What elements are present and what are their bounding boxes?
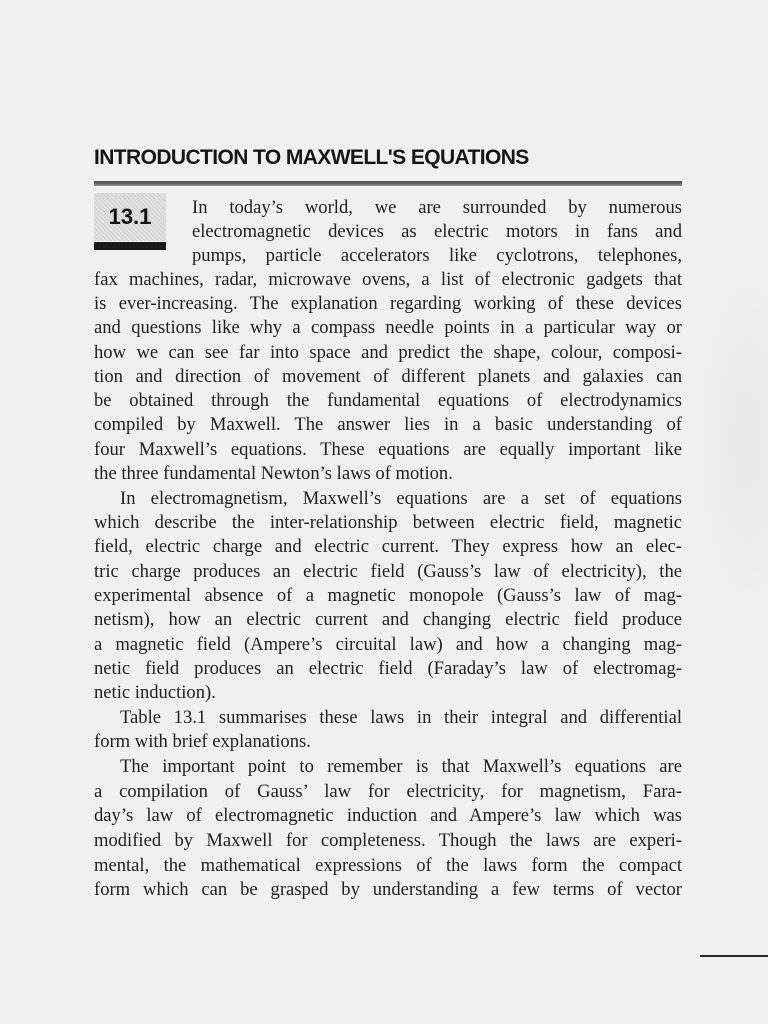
text-line: compiled by Maxwell. The answer lies in a basic understanding of	[94, 414, 682, 435]
text-line: how we can see far into space and predict the shape, colour, composi-	[94, 342, 682, 363]
text-line: In today’s world, we are surrounded by numerous	[192, 197, 682, 218]
text-line: mental, the mathematical expressions of the laws form the compact	[94, 855, 682, 876]
text-line: form which can be grasped by understanding a few terms of vector	[94, 879, 682, 900]
heading-rule	[94, 181, 682, 186]
text-line: fax machines, radar, microwave ovens, a list of electronic gadgets that	[94, 269, 682, 290]
text-line: modified by Maxwell for completeness. Though the laws are experi-	[94, 830, 682, 851]
text-line: four Maxwell’s equations. These equations are equally important like	[94, 439, 682, 460]
text-line: which describe the inter-relationship between electric field, magnetic	[94, 512, 682, 533]
section-number-badge: 13.1	[94, 193, 166, 241]
text-line: be obtained through the fundamental equations of electrodynamics	[94, 390, 682, 411]
text-line: the three fundamental Newton’s laws of motion.	[94, 463, 453, 484]
text-line: netism), how an electric current and changing electric field produce	[94, 609, 682, 630]
text-line: a magnetic field (Ampere’s circuital law) and how a changing mag-	[94, 634, 682, 655]
text-line: and questions like why a compass needle points in a particular way or	[94, 317, 682, 338]
text-line: The important point to remember is that Maxwell’s equations are	[120, 756, 682, 777]
text-line: netic field produces an electric field (Faraday’s law of electromag-	[94, 658, 682, 679]
text-line: day’s law of electromagnetic induction and Ampere’s law which was	[94, 805, 682, 826]
text-line: a compilation of Gauss’ law for electricity, for magnetism, Fara-	[94, 781, 682, 802]
text-line: tric charge produces an electric field (Gauss’s law of electricity), the	[94, 561, 682, 582]
section-heading: INTRODUCTION TO MAXWELL'S EQUATIONS	[94, 146, 529, 169]
text-line: electromagnetic devices as electric motors in fans and	[192, 221, 682, 242]
text-line: field, electric charge and electric current. They express how an elec-	[94, 536, 682, 557]
page-shadow	[698, 260, 768, 620]
text-line: tion and direction of movement of different planets and galaxies can	[94, 366, 682, 387]
text-line: form with brief explanations.	[94, 731, 311, 752]
text-line: In electromagnetism, Maxwell’s equations are a set of equations	[120, 488, 682, 509]
text-line: netic induction).	[94, 682, 216, 703]
text-line: pumps, particle accelerators like cyclotrons, telephones,	[192, 245, 682, 266]
text-line: Table 13.1 summarises these laws in their integral and differential	[120, 707, 682, 728]
text-line: experimental absence of a magnetic monopole (Gauss’s law of mag-	[94, 585, 682, 606]
page-edge-line	[700, 955, 768, 957]
text-line: is ever-increasing. The explanation regarding working of these devices	[94, 293, 682, 314]
section-badge-bar	[94, 242, 166, 250]
